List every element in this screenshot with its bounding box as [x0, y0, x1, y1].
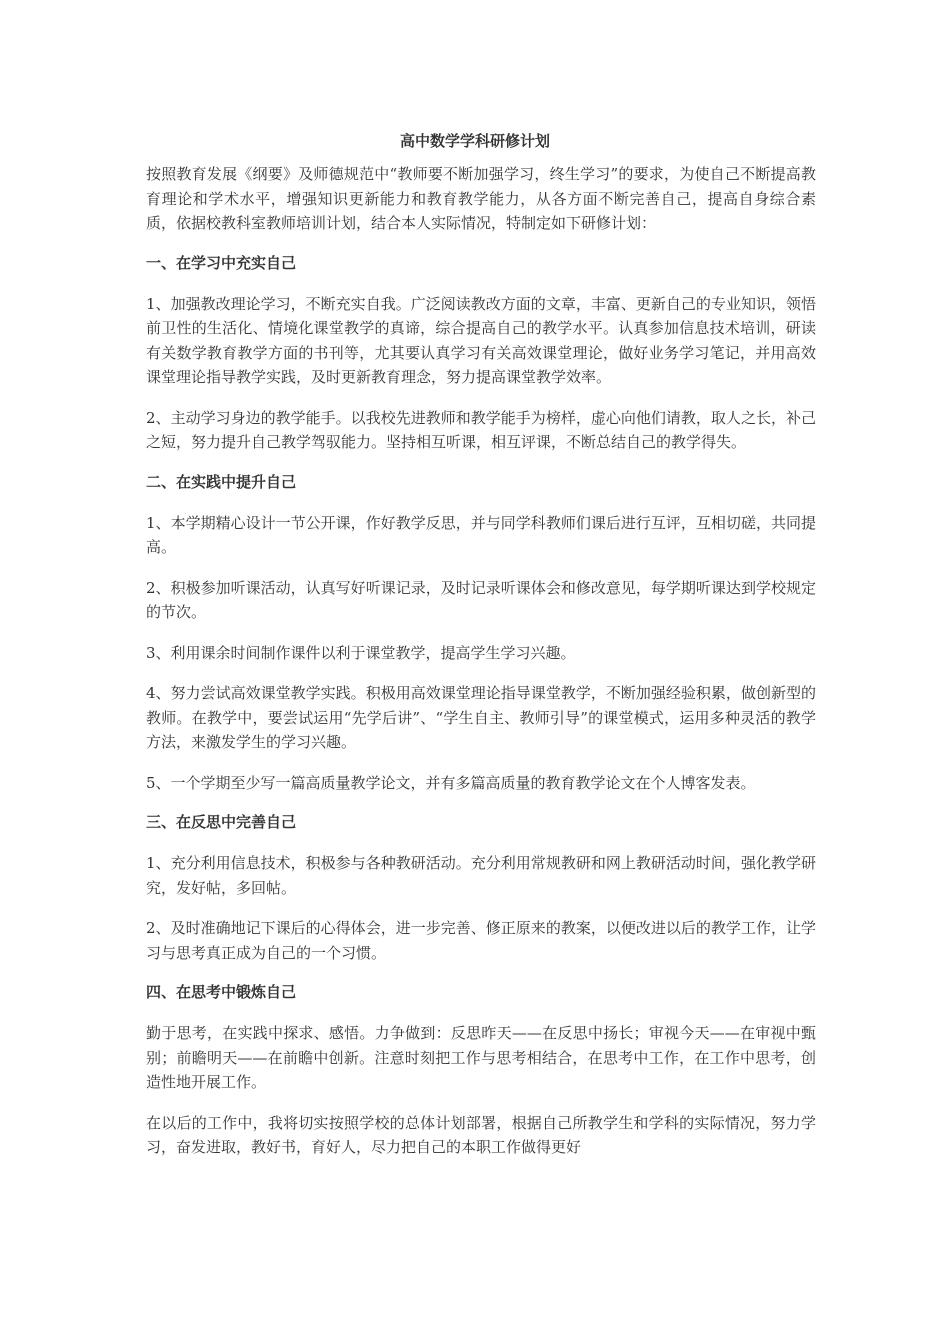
paragraph: 1、充分利用信息技术，积极参与各种教研活动。充分利用常规教研和网上教研活动时间，强化教学研究，发好帖，多回帖。 — [146, 854, 816, 897]
section-heading-2: 二、在实践中提升自己 — [146, 472, 297, 491]
paragraph: 3、利用课余时间制作课件以利于课堂教学，提高学生学习兴趣。 — [146, 643, 576, 662]
paragraph: 2、主动学习身边的教学能手。以我校先进教师和教学能手为榜样，虚心向他们请教，取人之长，补己之短，努力提升自己教学驾驭能力。坚持相互听课，相互评课，不断总结自己的教学得失。 — [146, 408, 816, 451]
paragraph: 2、积极参加听课活动，认真写好听课记录，及时记录听课体会和修改意见，每学期听课达到学校规定的节次。 — [146, 578, 816, 621]
paragraph: 5、一个学期至少写一篇高质量教学论文，并有多篇高质量的教育教学论文在个人博客发表。 — [146, 773, 756, 792]
section-heading-3: 三、在反思中完善自己 — [146, 813, 297, 831]
paragraph: 4、努力尝试高效课堂教学实践。积极用高效课堂理论指导课堂教学，不断加强经验积累，做创新型的教师。在教学中，要尝试运用“先学后讲”、“学生自主、教师引导”的课堂模式，运用多种灵活的教学方法，来激发学生的学习兴趣。 — [146, 684, 816, 751]
section-heading-4: 四、在思考中锻炼自己 — [146, 983, 297, 1001]
paragraph: 1、加强教改理论学习，不断充实自我。广泛阅读教改方面的文章，丰富、更新自己的专业知识，领悟前卫性的生活化、情境化课堂教学的真谛，综合提高自己的教学水平。认真参加信息技术培训，研读有关数学教育教学方面的书刊等，尤其要认真学习有关高效课堂理论，做好业务学习笔记，并用高效课堂理论指导教学实践，及时更新教育理念，努力提高课堂教学效率。 — [146, 294, 816, 386]
paragraph: 勤于思考，在实践中探求、感悟。力争做到：反思昨天——在反思中扬长；审视今天——在审视中甄别；前瞻明天——在前瞻中创新。注意时刻把工作与思考相结合，在思考中工作，在工作中思考，创造性地开展工作。 — [146, 1024, 816, 1091]
document-title: 高中数学学科研修计划 — [399, 132, 550, 150]
closing-paragraph: 在以后的工作中，我将切实按照学校的总体计划部署，根据自己所教学生和学科的实际情况，努力学习，奋发进取，教好书，育好人，尽力把自己的本职工作做得更好 — [146, 1113, 816, 1156]
paragraph: 2、及时准确地记下课后的心得体会，进一步完善、修正原来的教案，以便改进以后的教学工作，让学习与思考真正成为自己的一个习惯。 — [146, 919, 816, 962]
document-body — [146, 162, 816, 1176]
paragraph: 1、本学期精心设计一节公开课，作好教学反思，并与同学科教师们课后进行互评，互相切磋，共同提高。 — [146, 513, 816, 556]
intro-paragraph: 按照教育发展《纲要》及师德规范中“教师要不断加强学习，终生学习”的要求，为使自己不断提高教育理论和学术水平，增强知识更新能力和教育教学能力，从各方面不断完善自己，提高自身综合素质，依据校教科室教师培训计划，结合本人实际情况，特制定如下研修计划： — [146, 165, 816, 232]
section-heading-1: 一、在学习中充实自己 — [146, 253, 297, 272]
